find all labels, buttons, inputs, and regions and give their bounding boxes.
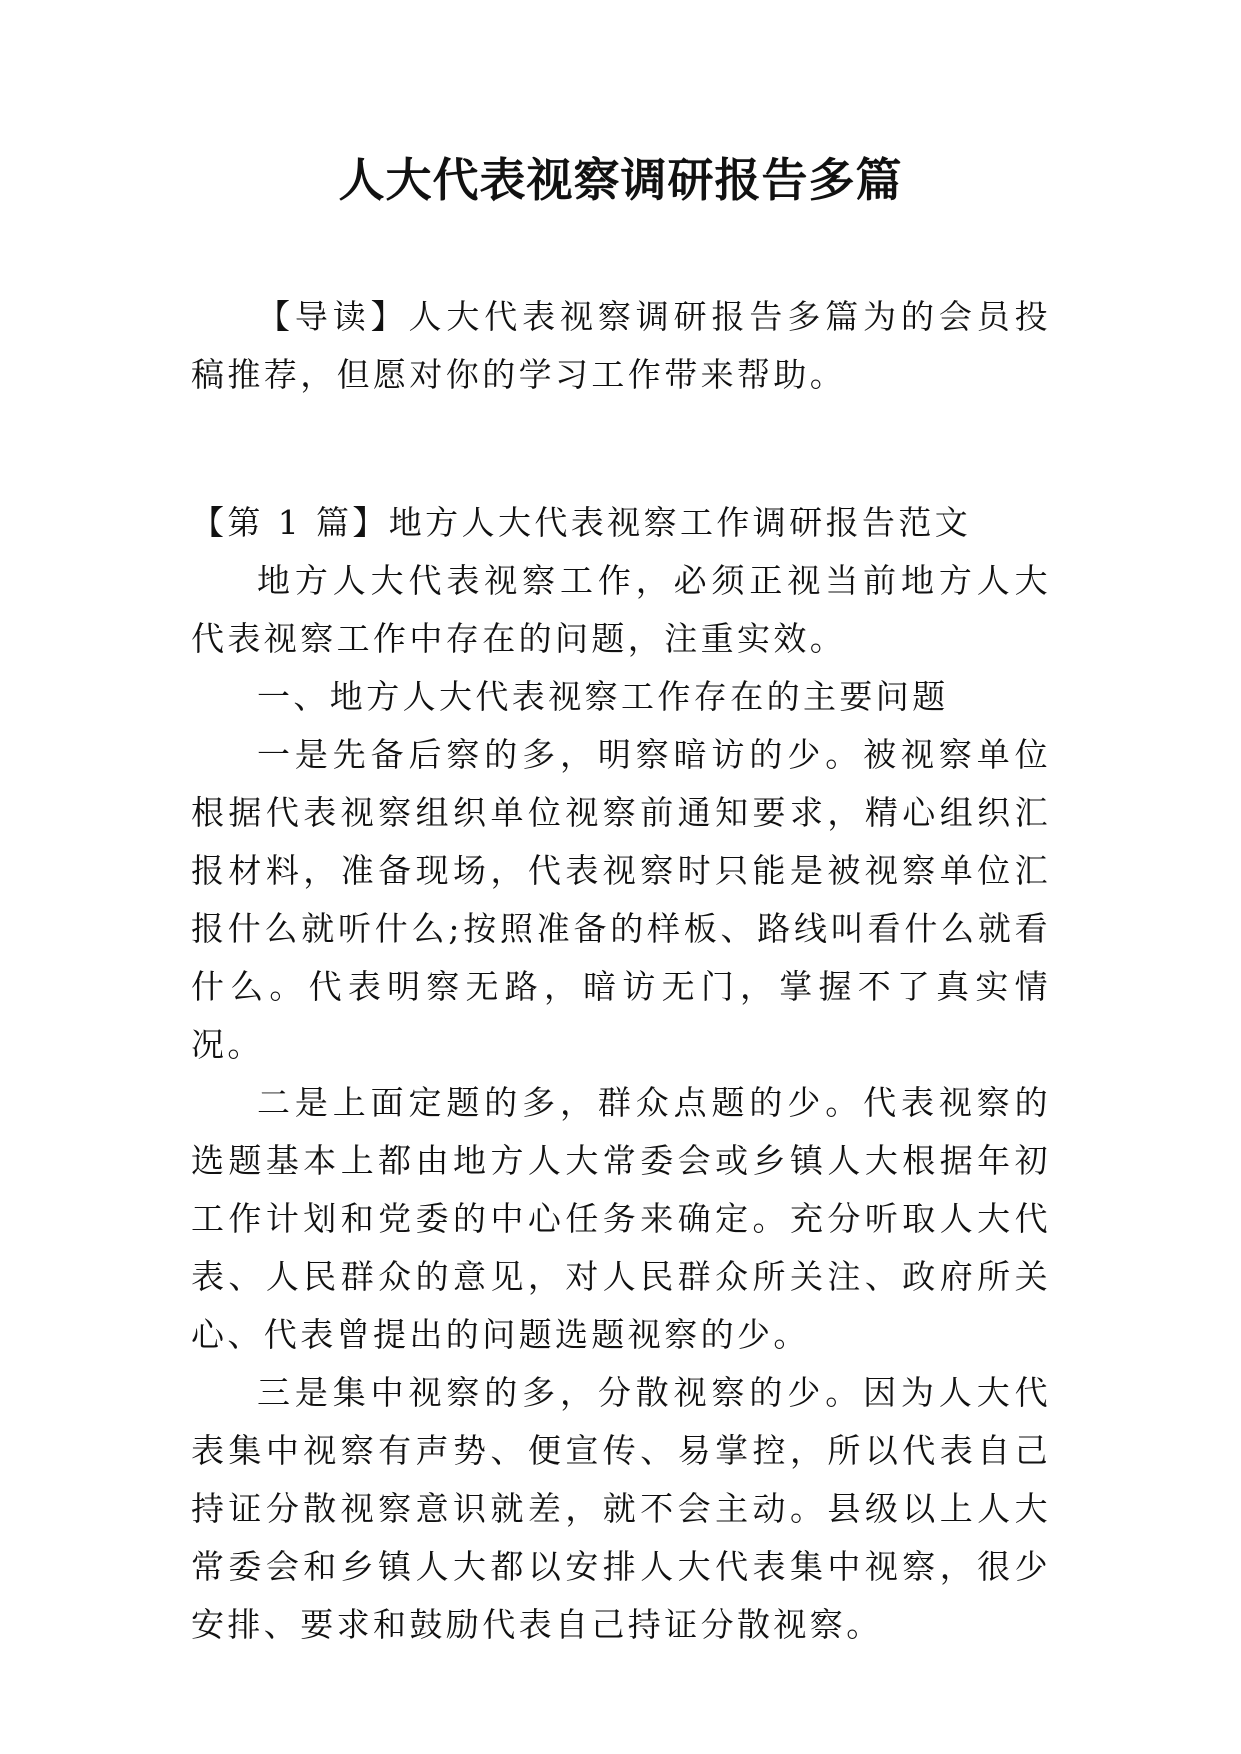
body-paragraph: 地方人大代表视察工作，必须正视当前地方人大代表视察工作中存在的问题，注重实效。 xyxy=(191,561,1051,658)
intro-paragraph: 【导读】人大代表视察调研报告多篇为的会员投稿推荐，但愿对你的学习工作带来帮助。 xyxy=(191,297,1051,394)
body-paragraph: 三是集中视察的多，分散视察的少。因为人大代表集中视察有声势、便宣传、易掌控，所以代表自己持证分散视察意识就差，就不会主动。县级以上人大常委会和乡镇人大都以安排人大代表集中视察，很少安排、要求和鼓励代表自己持证分散视察。 xyxy=(191,1373,1051,1644)
body-paragraph: 一是先备后察的多，明察暗访的少。被视察单位根据代表视察组织单位视察前通知要求，精心组织汇报材料，准备现场，代表视察时只能是被视察单位汇报什么就听什么;按照准备的样板、路线叫看什么就看什么。代表明察无路，暗访无门，掌握不了真实情况。 xyxy=(191,735,1051,1064)
document-title: 人大代表视察调研报告多篇 xyxy=(338,153,903,207)
document-body xyxy=(191,288,1051,1654)
subsection-heading: 一、地方人大代表视察工作存在的主要问题 xyxy=(257,677,949,716)
body-paragraph: 二是上面定题的多，群众点题的少。代表视察的选题基本上都由地方人大常委会或乡镇人大根据年初工作计划和党委的中心任务来确定。充分听取人大代表、人民群众的意见，对人民群众所关注、政府所关心、代表曾提出的问题选题视察的少。 xyxy=(191,1083,1051,1354)
section-heading: 【第 1 篇】地方人大代表视察工作调研报告范文 xyxy=(191,503,972,542)
